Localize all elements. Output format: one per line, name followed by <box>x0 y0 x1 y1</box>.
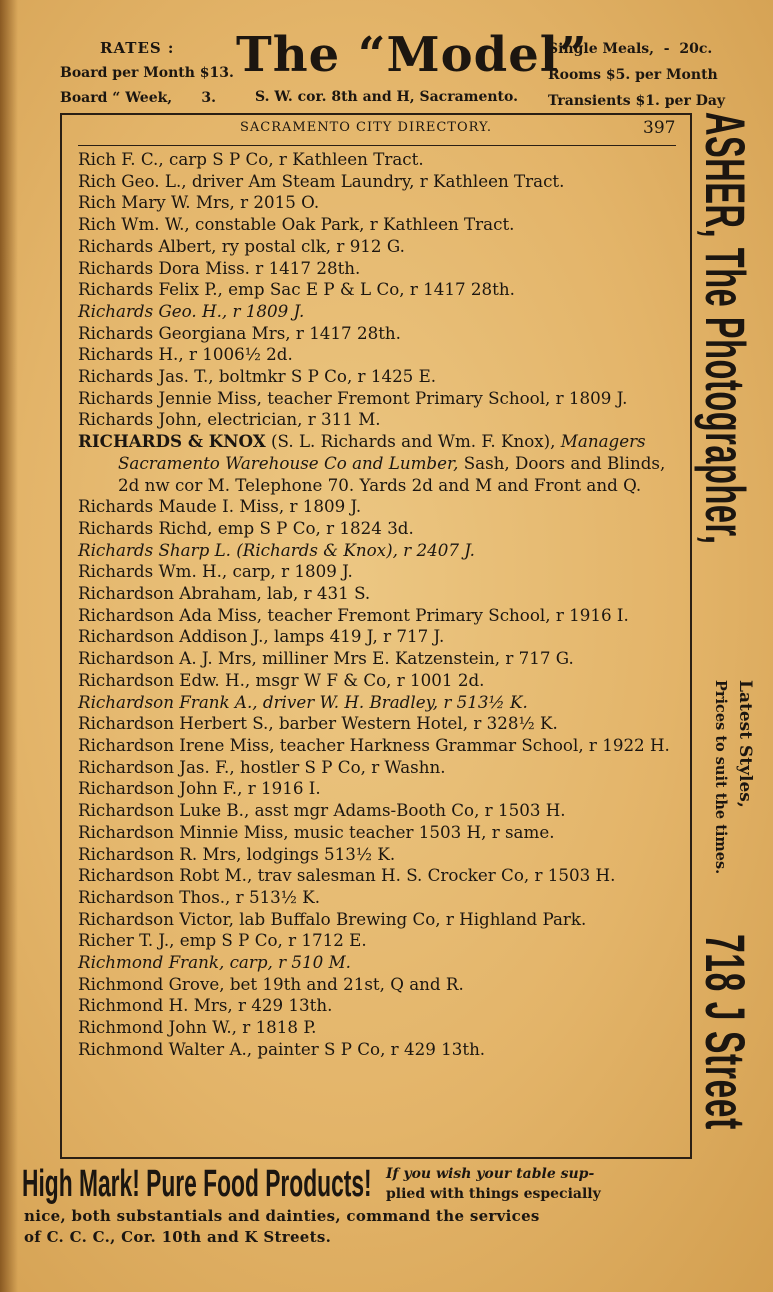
rate-week: Board “ Week, 3. <box>60 90 217 106</box>
entry-text: Richardson Robt M., trav salesman H. S. Crocker Co, r 1503 H. <box>78 865 616 886</box>
page-edge-shadow <box>0 0 18 1292</box>
entry-text: Richards Dora Miss. r 1417 28th. <box>78 257 361 278</box>
directory-entry <box>78 735 682 757</box>
directory-entry <box>78 301 682 323</box>
directory-entry <box>78 822 682 844</box>
rate-month: Board per Month $13. <box>60 65 234 81</box>
directory-entry <box>78 366 682 388</box>
entry-text: (S. L. Richards and Wm. F. Knox), <box>265 431 561 452</box>
prices-to-suit: Prices to suit the times. <box>712 680 729 875</box>
header-title: The “Model” <box>236 27 588 83</box>
services-line-2: of C. C. C., Cor. 10th and K Streets. <box>24 1228 332 1246</box>
directory-entry <box>78 583 682 605</box>
directory-entry <box>78 192 682 214</box>
directory-entry <box>78 540 682 562</box>
directory-entry <box>78 974 682 996</box>
table-supply-text <box>386 1164 706 1204</box>
directory-entry <box>78 865 682 887</box>
entry-text: Richards Geo. H., r 1809 J. <box>78 300 305 321</box>
entry-text: Rich Wm. W., constable Oak Park, r Kathleen Tract. <box>78 214 515 235</box>
directory-entry <box>78 149 682 171</box>
directory-entry <box>78 496 682 518</box>
directory-entry <box>78 605 682 627</box>
entry-text: Rich Geo. L., driver Am Steam Laundry, r Kathleen Tract. <box>78 170 565 191</box>
entry-text: Richardson Abraham, lab, r 431 S. <box>78 583 371 604</box>
directory-entry <box>78 1039 682 1061</box>
directory-entry <box>78 778 682 800</box>
directory-entry <box>78 626 682 648</box>
entry-text: Richer T. J., emp S P Co, r 1712 E. <box>78 930 367 951</box>
latest-styles: Latest Styles, <box>735 680 755 808</box>
directory-entry <box>78 171 682 193</box>
entry-text: Richardson Ada Miss, teacher Fremont Primary School, r 1916 I. <box>78 604 629 625</box>
directory-entry <box>78 995 682 1017</box>
entry-text: Richmond H. Mrs, r 429 13th. <box>78 995 333 1016</box>
directory-entry <box>78 930 682 952</box>
directory-entry <box>78 236 682 258</box>
directory-entry <box>78 561 682 583</box>
entry-text: Rich Mary W. Mrs, r 2015 O. <box>78 192 320 213</box>
entry-text: Richards Albert, ry postal clk, r 912 G. <box>78 235 405 256</box>
entry-text: Richards Jennie Miss, teacher Fremont Primary School, r 1809 J. <box>78 387 628 408</box>
header-address: S. W. cor. 8th and H, Sacramento. <box>255 89 518 105</box>
pure-food-headline: High Mark! Pure Food Products! <box>22 1163 372 1205</box>
entry-text: Richards Georgiana Mrs, r 1417 28th. <box>78 322 401 343</box>
entry-business: Managers Sacramento Warehouse Co and Lumber, <box>118 431 646 473</box>
side-advertisement <box>694 112 757 1202</box>
entry-text: Richardson A. J. Mrs, milliner Mrs E. Katzenstein, r 717 G. <box>78 648 574 669</box>
street-address: 718 J Street <box>694 934 757 1130</box>
entry-text: Richardson Frank A., driver W. H. Bradley, r 513½ K. <box>78 691 528 712</box>
directory-entry <box>78 670 682 692</box>
directory-entry <box>78 909 682 931</box>
price-rooms: Rooms $5. per Month <box>548 67 718 83</box>
directory-entry <box>78 518 682 540</box>
directory-entry <box>78 344 682 366</box>
entry-text: Richards Jas. T., boltmkr S P Co, r 1425 E. <box>78 366 437 387</box>
entry-text: Rich F. C., carp S P Co, r Kathleen Tract. <box>78 149 424 169</box>
entry-text: Richards Maude I. Miss, r 1809 J. <box>78 496 362 517</box>
directory-entry <box>78 952 682 974</box>
entry-text: Richards H., r 1006½ 2d. <box>78 344 293 365</box>
entry-text: Richards Felix P., emp Sac E P & L Co, r 1417 28th. <box>78 279 515 300</box>
entry-text: Richardson Jas. F., hostler S P Co, r Washn. <box>78 756 446 777</box>
entry-text: Richmond John W., r 1818 P. <box>78 1017 317 1038</box>
entry-text: Richardson R. Mrs, lodgings 513½ K. <box>78 843 396 864</box>
entry-text: Richardson Irene Miss, teacher Harkness Grammar School, r 1922 H. <box>78 734 670 755</box>
directory-entry <box>78 757 682 779</box>
entry-text: Richards Wm. H., carp, r 1809 J. <box>78 561 353 582</box>
directory-entry <box>78 279 682 301</box>
entry-text: Richards John, electrician, r 311 M. <box>78 409 381 430</box>
price-meals: Single Meals, - 20c. <box>548 41 713 57</box>
entry-text: Richardson Edw. H., msgr W F & Co, r 1001 2d. <box>78 669 485 690</box>
asher-photographer: ASHER, The Photographer, <box>694 112 757 545</box>
price-transients: Transients $1. per Day <box>548 93 726 109</box>
entry-text: Richmond Walter A., painter S P Co, r 429 13th. <box>78 1038 486 1059</box>
services-line-1: nice, both substantials and dainties, command the services <box>24 1207 540 1225</box>
directory-entry <box>78 214 682 236</box>
entry-text: Richardson Addison J., lamps 419 J, r 717 J. <box>78 626 445 647</box>
directory-entry <box>78 1017 682 1039</box>
entry-text: Richardson John F., r 1916 I. <box>78 778 321 799</box>
entry-text-continued: Sash, Doors and Blinds, 2d nw cor M. Telephone 70. Yards 2d and M and Front and Q. <box>118 452 666 495</box>
directory-entry <box>78 388 682 410</box>
directory-entry <box>78 648 682 670</box>
entry-text: Richardson Thos., r 513½ K. <box>78 886 321 907</box>
rates-title: RATES : <box>100 39 175 57</box>
directory-entry <box>78 844 682 866</box>
running-head: SACRAMENTO CITY DIRECTORY. <box>240 120 493 135</box>
entry-firm-name: RICHARDS & KNOX <box>78 431 266 452</box>
directory-entry <box>78 692 682 714</box>
table-supply-line-1: If you wish your table sup- <box>386 1166 595 1182</box>
directory-listing <box>78 149 682 1061</box>
entry-text: Richardson Minnie Miss, music teacher 1503 H, r same. <box>78 821 555 842</box>
directory-entry <box>78 323 682 345</box>
entry-text: Richmond Frank, carp, r 510 M. <box>78 952 351 973</box>
table-supply-line-2: plied with things especially <box>386 1186 601 1202</box>
entry-text: Richardson Herbert S., barber Western Hotel, r 328½ K. <box>78 713 558 734</box>
header-rule <box>78 145 676 146</box>
header-rates <box>60 36 240 111</box>
directory-entry <box>78 431 682 496</box>
directory-entry <box>78 409 682 431</box>
directory-entry <box>78 713 682 735</box>
directory-entry <box>78 258 682 280</box>
header-prices <box>548 36 728 114</box>
directory-entry <box>78 800 682 822</box>
entry-text: Richardson Victor, lab Buffalo Brewing Co, r Highland Park. <box>78 908 587 929</box>
page-number: 397 <box>643 118 676 138</box>
entry-text: Richards Richd, emp S P Co, r 1824 3d. <box>78 517 414 538</box>
directory-entry <box>78 887 682 909</box>
entry-text: Richmond Grove, bet 19th and 21st, Q and R. <box>78 973 464 994</box>
entry-text: Richards Sharp L. (Richards & Knox), r 2407 J. <box>78 539 475 560</box>
entry-text: Richardson Luke B., asst mgr Adams-Booth Co, r 1503 H. <box>78 800 566 821</box>
